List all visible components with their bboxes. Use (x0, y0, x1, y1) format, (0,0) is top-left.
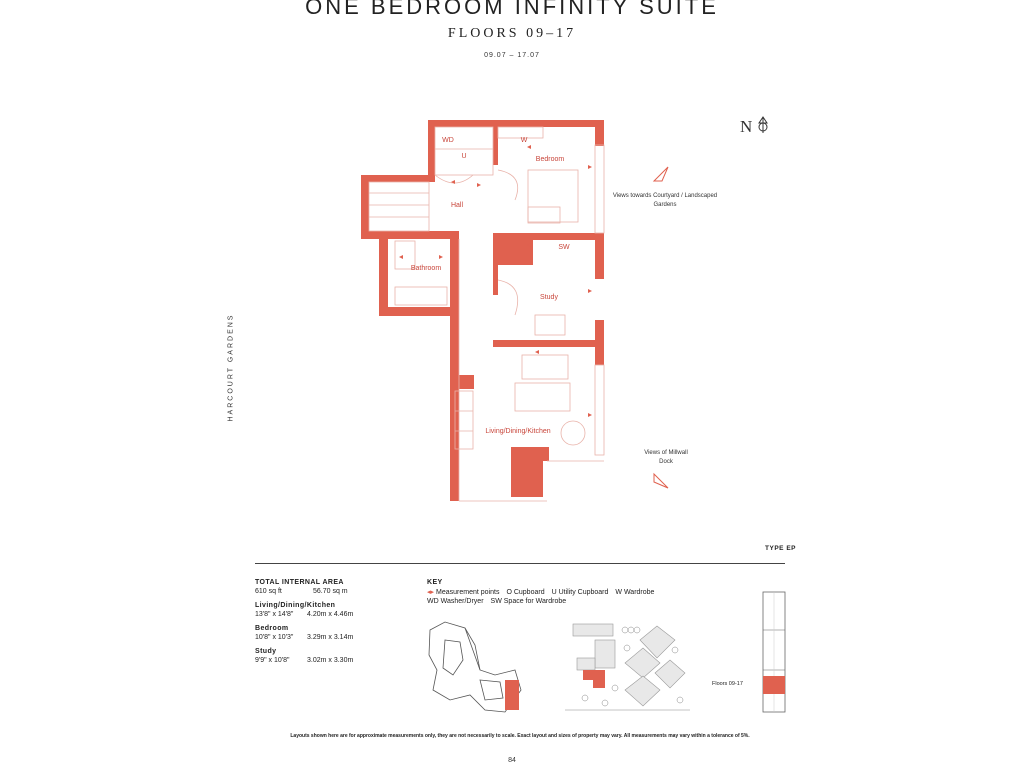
plan-wall-hall-left (361, 175, 369, 237)
room-label-u: U (461, 153, 467, 160)
plan-block-study-corner (493, 233, 533, 265)
room-label-hall: Hall (450, 202, 464, 209)
key-item: W Wardrobe (615, 589, 655, 596)
page-title: ONE BEDROOM INFINITY SUITE (305, 0, 719, 19)
key-item: U Utility Cupboard (551, 589, 609, 596)
disclaimer: Layouts shown here are for approximate measurements only, they are not necessarily to scale. Exact layout and sizes of property may vary. All measurements may vary within a tolerance of 5%. (290, 733, 750, 739)
key-item: SW Space for Wardrobe (490, 598, 567, 605)
room-label-study: Study (540, 294, 558, 301)
compass-label: N (740, 117, 753, 136)
compass (740, 116, 769, 137)
divider (255, 563, 785, 564)
type-label: TYPE EP (765, 545, 796, 552)
plan-wall-wd-left (428, 120, 435, 180)
plan-wall-study-bottom (493, 340, 603, 347)
page-subtitle: FLOORS 09–17 (447, 26, 577, 41)
area-total (255, 588, 405, 595)
key-item: Measurement points (436, 589, 500, 596)
area-sqm: 56.70 sq m (313, 588, 348, 595)
building-elevation (760, 590, 788, 714)
north-arrow-icon (757, 116, 769, 134)
plan-wall-bath-left (379, 231, 388, 315)
plan-wall-right-1 (595, 233, 604, 279)
plan-wall-topright-block (595, 120, 604, 146)
room-label-living: Living/Dining/Kitchen (485, 428, 551, 435)
plan-wall-bath-bottom (379, 307, 459, 316)
plan-wall-hall-bottom (361, 231, 457, 239)
elevation-label: Floors 09-17 (712, 681, 743, 687)
room-dimension (255, 648, 405, 664)
room-label-wd: WD (442, 137, 454, 144)
area-sqft: 610 sq ft (255, 588, 282, 595)
plan-block-kitchen-top (511, 447, 549, 461)
plan-wall-study-left (493, 265, 498, 295)
room-label-bedroom: Bedroom (535, 156, 565, 163)
view-marker-icon (652, 165, 670, 183)
room-dimension (255, 602, 405, 618)
unit-range: 09.07 – 17.07 (484, 52, 540, 59)
room-name: Study (255, 648, 277, 655)
street-label: HARCOURT GARDENS (227, 313, 235, 422)
floor-plan (355, 115, 615, 505)
room-name: Living/Dining/Kitchen (255, 602, 336, 609)
measurement-icon: ◂▸ (427, 589, 435, 596)
room-metric: 3.29m x 3.14m (307, 634, 354, 641)
key-heading: KEY (427, 579, 443, 586)
area-panel (255, 579, 405, 664)
view-label-dock: Views of Millwall Dock (644, 450, 688, 465)
key-item: O Cupboard (506, 589, 545, 596)
room-metric: 4.20m x 4.46m (307, 611, 354, 618)
view-label-courtyard: Views towards Courtyard / Landscaped Gardens (612, 193, 718, 208)
room-imperial: 9'9" x 10'8" (255, 657, 290, 664)
view-marker-icon (652, 472, 670, 490)
plan-wall-lower-left (450, 375, 474, 389)
room-imperial: 10'8" x 10'3" (255, 634, 294, 641)
key-item: WD Washer/Dryer (427, 598, 484, 605)
page-number: 84 (508, 757, 516, 764)
keyplan-highlight (505, 680, 519, 710)
room-imperial: 13'8" x 14'8" (255, 611, 294, 618)
plan-wall-right-2 (595, 320, 604, 365)
site-plan (565, 618, 690, 716)
room-dimension (255, 625, 405, 641)
room-metric: 3.02m x 3.30m (307, 657, 354, 664)
plan-wall-bed-left (493, 125, 498, 165)
room-name: Bedroom (255, 625, 289, 632)
plan-wall-top (428, 120, 603, 127)
plan-wall-hall-top (361, 175, 435, 182)
area-heading: TOTAL INTERNAL AREA (255, 579, 344, 586)
room-label-w: W (520, 137, 528, 144)
room-label-sw: SW (558, 244, 570, 251)
key-panel (427, 579, 727, 605)
building-keyplan (425, 620, 525, 715)
room-label-bathroom: Bathroom (410, 265, 442, 272)
elevation-highlight (763, 676, 785, 694)
